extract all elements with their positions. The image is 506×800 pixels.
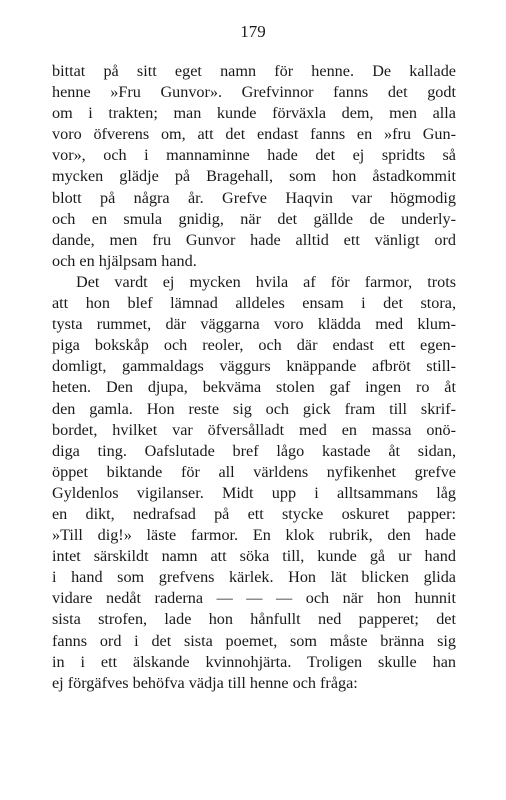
text-line: fanns ord i det sista poemet, som måste bränna sig: [52, 631, 456, 650]
text-line: heten. Den djupa, bekväma stolen gaf ingen ro åt: [52, 378, 456, 397]
text-line: öppet biktande för all världens nyfikenhet grefve: [52, 462, 456, 481]
text-line: in i ett älskande kvinnohjärta. Troligen skulle han: [52, 652, 456, 671]
paragraph-1: [52, 61, 456, 272]
text-line: den gamla. Hon reste sig och gick fram till skrif-: [52, 399, 456, 418]
text-line: diga ting. Oafslutade bref lågo kastade åt sidan,: [52, 441, 456, 460]
text-line: mycken glädje på Bragehall, som hon åstadkommit: [52, 167, 456, 186]
text-line: bordet, hvilket var öfversålladt med en massa onö-: [52, 420, 456, 439]
text-line: blott på några år. Grefve Haqvin var högmodig: [52, 188, 456, 207]
page-number: 179: [240, 22, 266, 41]
text-line: vor», och i mannaminne hade det ej spridts så: [52, 146, 456, 165]
text-line: »Till dig!» läste farmor. En klok rubrik, den hade: [52, 526, 456, 545]
text-line: och en smula gnidig, när det gällde de underly-: [52, 209, 456, 228]
text-line: Gyldenlos vigilanser. Midt upp i alltsammans låg: [52, 483, 456, 502]
text-line: ej förgäfves behöfva vädja till henne och fråga:: [52, 673, 358, 692]
paragraph-2: [52, 272, 456, 694]
text-line: voro öfverens om, att det endast fanns en »fru Gun-: [52, 125, 456, 144]
text-line: piga bokskåp och reoler, och där endast ett egen-: [52, 336, 456, 355]
text-line: att hon blef lämnad alldeles ensam i det stora,: [52, 294, 456, 313]
text-line: en dikt, nedrafsad på ett stycke oskuret papper:: [52, 504, 456, 523]
text-line: intet särskildt namn att söka till, kunde gå ur hand: [52, 547, 456, 566]
text-line: tysta rummet, där väggarna voro klädda med klum-: [52, 315, 456, 334]
text-line: och en hjälpsam hand.: [52, 251, 197, 270]
text-line: vidare nedåt raderna — — — och när hon hunnit: [52, 589, 456, 608]
text-line: sista strofen, lade hon hånfullt ned papperet; det: [52, 610, 456, 629]
text-line: Det vardt ej mycken hvila af för farmor, trots: [76, 272, 456, 291]
text-line: i hand som grefvens kärlek. Hon lät blicken glida: [52, 568, 456, 587]
text-line: henne »Fru Gunvor». Grefvinnor fanns det godt: [52, 83, 456, 102]
text-line: bittat på sitt eget namn för henne. De kallade: [52, 62, 456, 80]
text-line: dande, men fru Gunvor hade alltid ett vänligt ord: [52, 230, 456, 249]
text-line: domligt, gammaldags väggurs knäppande afbröt still-: [52, 357, 456, 376]
body-text: [52, 61, 456, 694]
text-line: om i trakten; man kunde förväxla dem, men alla: [52, 104, 456, 123]
